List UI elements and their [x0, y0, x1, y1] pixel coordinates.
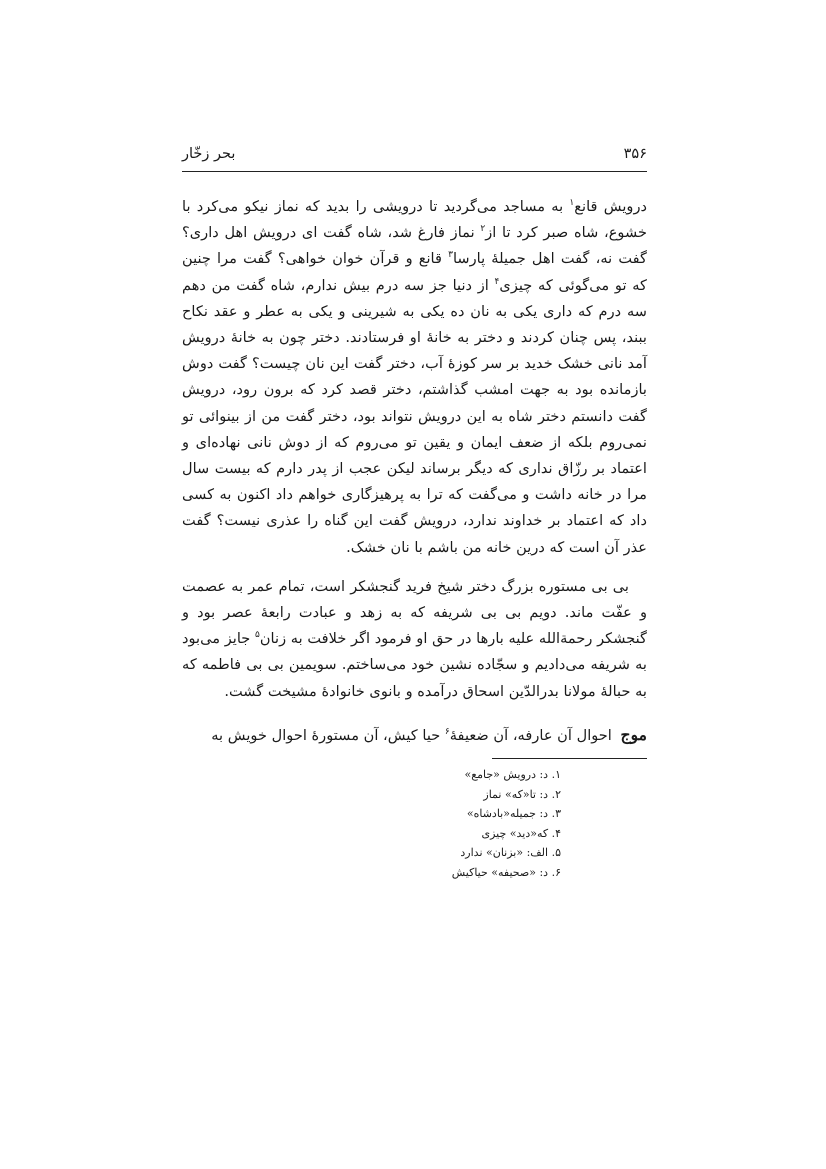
footnote-marker: ۲	[480, 224, 486, 235]
text-run: از دنیا جز سه درم بیش ندارم، شاه گفت من دهم سه درم که داری یکی به نان ده یکی به شیرینی و یکی به عطر و عقد نکاح ببند، پس چنان کردند و دختر به خانهٔ او فرستادند. دختر چون به خانهٔ درویش آمد نانی خشک خدید بر سر کوزهٔ آب، دختر گفت این نان چیست؟ گفت دوش بازمانده بود به جهت امشب گذاشتم، دختر قصد کرد که برون رود، درویش گفت دانستم دختر شاه به این درویش نتواند بود، دختر گفت من از بینوائی تو نمی‌روم بلکه از ضعف ایمان و یقین تو می‌روم که از دوش نانی نهاده‌ای و اعتماد بر رزّاق نداری که دیگر برساند لیکن عجب از پدر دارم که بیست سال مرا در خانه داشت و می‌گفت که ترا به پرهیزگاری خواهم داد اکنون به کسی داد که اعتماد بر خداوند ندارد، درویش گفت این گناه را عذری نیست؟ گفت عذر آن است که درین خانه من باشم با نان خشک.	[182, 276, 647, 556]
text-run: حیا کیش، آن مستورهٔ احوال خویش به	[211, 726, 445, 744]
text-run: درویش قانع	[574, 198, 647, 215]
section-lead-word: موج	[620, 724, 647, 744]
book-page	[182, 146, 647, 882]
footnote: ۲. د: تا«که» نماز	[483, 787, 561, 801]
footnote-marker: ۱	[569, 198, 575, 208]
footnote-marker: ۵	[255, 630, 260, 641]
footnote-divider	[492, 758, 647, 759]
paragraph	[182, 574, 647, 705]
footnote-marker: ۳	[448, 250, 453, 261]
text-run: قانع و قرآن خوان خواهی؟ گفت مرا چنین که تو می‌گوئی که چیزی	[182, 250, 647, 294]
text-run: نماز فارغ شد، شاه گفت ای درویش اهل داری؟ گفت نه، گفت اهل جمیلهٔ پارسا	[182, 224, 647, 268]
text-run: جایز می‌بود به شریفه می‌دادیم و سجّاده نشین خود می‌ساختم. سویمین بی بی فاطمه که به حبالهٔ مولانا بدرالدّین اسحاق درآمده و بانوی خانوادهٔ مشیخت گشت.	[182, 630, 647, 700]
running-title: بحر زخّار	[182, 146, 236, 162]
running-header	[182, 146, 647, 172]
footnote: ۶. د: «صحیفه» حیاکیش	[451, 865, 561, 879]
footnote-marker: ۴	[494, 276, 500, 287]
body-text	[182, 194, 647, 749]
text-run: احوال آن عارفه، آن ضعیفهٔ	[449, 726, 617, 744]
footnote: ۳. د: جمیله«بادشاه»	[466, 807, 561, 821]
footnote: ۵. الف: «بزنان» ندارد	[460, 846, 561, 860]
paragraph	[182, 722, 647, 749]
paragraph	[182, 194, 647, 561]
text-run: به مساجد می‌گردید تا درویشی را بدید که نماز نیکو می‌کرد با خشوع، شاه صبر کرد تا از	[182, 198, 647, 242]
text-run: بی بی مستوره بزرگ دختر شیخ فرید گنجشکر است، تمام عمر به عصمت و عفّت ماند. دویم بی بی شریفه که به زهد و عبادت رابعهٔ عصر بود و گنجشکر رحمةالله علیه بارها در حق او فرمود اگر خلافت به زنان	[182, 577, 647, 648]
page-number: ۳۵۶	[623, 146, 647, 162]
footnotes	[182, 765, 647, 882]
footnote: ۴. که«دید» چیزی	[481, 826, 561, 840]
footnote-marker: ۶	[444, 726, 450, 737]
footnote: ۱. د: درویش «جامع»	[464, 768, 561, 782]
